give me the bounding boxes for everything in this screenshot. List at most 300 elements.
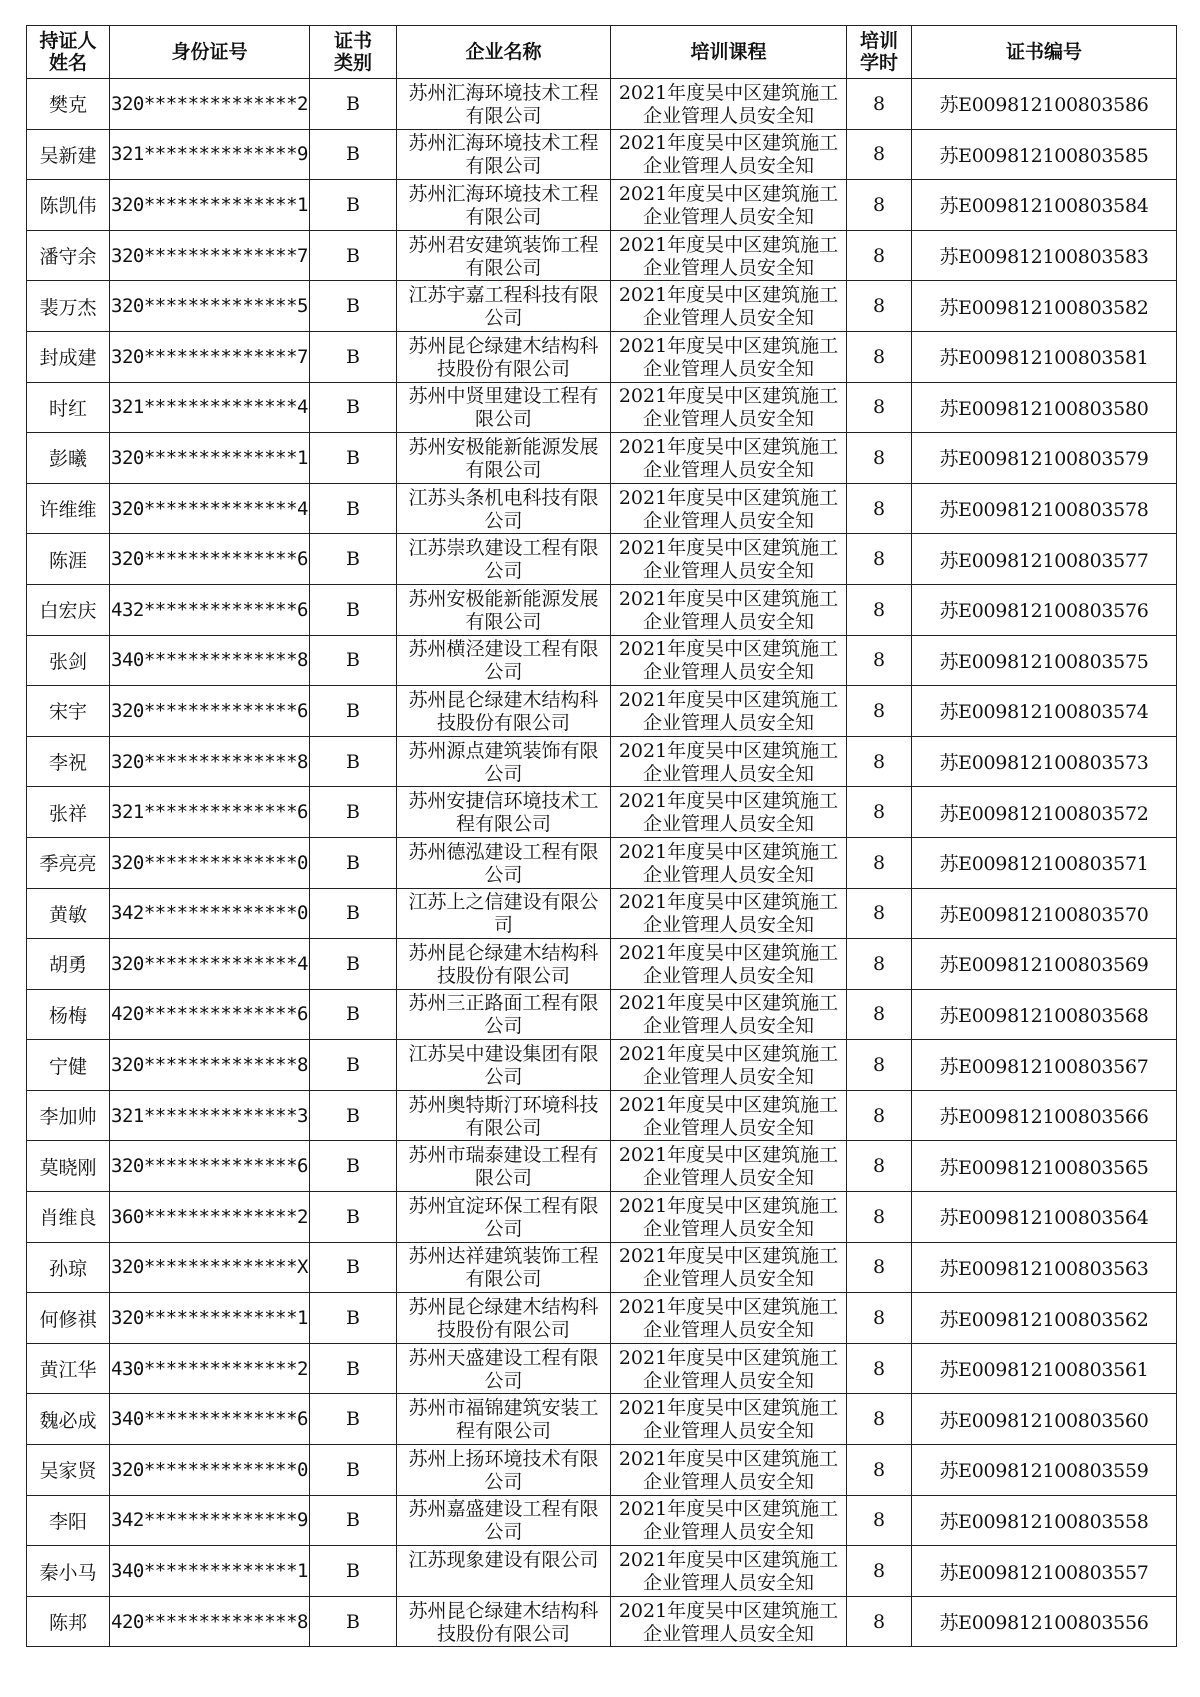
holder-name-cell [27,281,110,332]
holder-name-cell [27,1343,110,1394]
hours-cell-text: 8 [872,1205,886,1228]
course-cell [611,1343,847,1394]
course-cell [611,635,847,686]
holder-name-cell [27,1495,110,1546]
company-cell [397,483,611,534]
course-cell-text: 2021年度吴中区建筑施工企业管理人员安全知 [618,1245,839,1291]
course-cell-text: 2021年度吴中区建筑施工企业管理人员安全知 [618,638,839,684]
cert-number-cell [912,1596,1177,1647]
hours-cell-text: 8 [872,1003,886,1026]
course-cell-text: 2021年度吴中区建筑施工企业管理人员安全知 [618,81,839,127]
hours-cell [847,635,912,686]
cert-type-cell-text: B [346,1458,360,1481]
hours-cell [847,1445,912,1496]
company-cell [397,939,611,990]
holder-name-cell-text: 胡勇 [48,954,87,977]
certificate-table [26,25,1177,1647]
id-number-cell [110,1343,310,1394]
id-number-cell-text: 340**************1 [111,1560,308,1583]
cert-number-cell-text: 苏E009812100803566 [939,1106,1149,1129]
table-row [27,989,1177,1040]
holder-name-cell [27,584,110,635]
id-number-cell-text: 320**************6 [111,699,308,722]
cert-type-cell [310,1343,397,1394]
id-number-cell [110,736,310,787]
course-cell-text: 2021年度吴中区建筑施工企业管理人员安全知 [618,233,839,279]
company-cell-text: 江苏吴中建设集团有限公司 [408,1043,599,1089]
hours-cell [847,129,912,180]
holder-name-cell [27,1192,110,1243]
table-body [27,79,1177,1647]
cert-type-cell-text: B [346,1610,360,1633]
hours-cell-text: 8 [872,143,886,166]
id-number-cell [110,331,310,382]
id-number-cell-text: 321**************4 [111,396,308,419]
table-row [27,230,1177,281]
course-cell-text: 2021年度吴中区建筑施工企业管理人员安全知 [618,182,839,228]
cert-number-cell-text: 苏E009812100803557 [939,1561,1149,1584]
cert-type-cell-text: B [346,446,360,469]
holder-name-cell-text: 莫晓刚 [39,1156,97,1179]
cert-type-cell-text: B [346,952,360,975]
table-row [27,686,1177,737]
cert-type-cell-text: B [346,699,360,722]
cert-type-cell-text: B [346,548,360,571]
course-cell-text: 2021年度吴中区建筑施工企业管理人员安全知 [618,1093,839,1139]
holder-name-cell [27,180,110,231]
holder-name-cell-text: 黄敏 [48,903,87,926]
cert-type-cell-text: B [346,396,360,419]
cert-type-cell-text: B [346,1560,360,1583]
cert-type-cell [310,534,397,585]
course-cell [611,180,847,231]
course-cell-text: 2021年度吴中区建筑施工企业管理人员安全知 [618,587,839,633]
cert-type-cell-text: B [346,295,360,318]
cert-number-cell-text: 苏E009812100803580 [939,397,1149,420]
course-cell [611,382,847,433]
header-course-text: 培训课程 [690,41,767,63]
cert-type-cell [310,888,397,939]
cert-type-cell [310,1596,397,1647]
table-row [27,1343,1177,1394]
hours-cell [847,584,912,635]
id-number-cell [110,230,310,281]
holder-name-cell [27,787,110,838]
course-cell [611,736,847,787]
hours-cell-text: 8 [872,244,886,267]
holder-name-cell-text: 李祝 [48,752,87,775]
id-number-cell-text: 432**************6 [111,598,308,621]
id-number-cell-text: 320**************2 [111,92,308,115]
table-row [27,1596,1177,1647]
company-cell [397,1141,611,1192]
hours-cell [847,1293,912,1344]
course-cell-text: 2021年度吴中区建筑施工企业管理人员安全知 [618,941,839,987]
cert-number-cell-text: 苏E009812100803556 [939,1612,1149,1635]
id-number-cell-text: 320**************1 [111,1307,308,1330]
company-cell [397,584,611,635]
hours-cell [847,736,912,787]
cert-number-cell-text: 苏E009812100803584 [939,195,1149,218]
id-number-cell-text: 320**************1 [111,193,308,216]
course-cell-text: 2021年度吴中区建筑施工企业管理人员安全知 [618,334,839,380]
holder-name-cell-text: 季亮亮 [39,853,97,876]
course-cell [611,1596,847,1647]
holder-name-cell [27,1040,110,1091]
cert-number-cell [912,1445,1177,1496]
company-cell-text: 苏州宜淀环保工程有限公司 [408,1194,599,1240]
hours-cell-text: 8 [872,497,886,520]
course-cell-text: 2021年度吴中区建筑施工企业管理人员安全知 [618,1346,839,1392]
hours-cell [847,888,912,939]
hours-cell-text: 8 [872,1408,886,1431]
course-cell [611,1141,847,1192]
cert-type-cell-text: B [346,851,360,874]
company-cell-text: 苏州安捷信环境技术工程有限公司 [408,790,599,836]
company-cell-text: 苏州德泓建设工程有限公司 [408,840,599,886]
holder-name-cell-text: 张祥 [48,802,87,825]
hours-cell [847,433,912,484]
course-cell [611,1090,847,1141]
cert-type-cell [310,1242,397,1293]
cert-type-cell-text: B [346,1307,360,1330]
cert-number-cell-text: 苏E009812100803571 [939,853,1149,876]
company-cell-text: 苏州市瑞泰建设工程有限公司 [408,1144,599,1190]
cert-type-cell-text: B [346,497,360,520]
cert-type-cell-text: B [346,143,360,166]
id-number-cell [110,1192,310,1243]
hours-cell-text: 8 [872,1509,886,1532]
cert-number-cell-text: 苏E009812100803569 [939,954,1149,977]
cert-number-cell [912,939,1177,990]
holder-name-cell-text: 吴家贤 [39,1460,97,1483]
hours-cell-text: 8 [872,1357,886,1380]
holder-name-cell [27,939,110,990]
holder-name-cell [27,129,110,180]
cert-number-cell [912,584,1177,635]
company-cell [397,180,611,231]
company-cell-text: 江苏宇嘉工程科技有限公司 [408,284,599,330]
company-cell [397,686,611,737]
company-cell [397,1546,611,1597]
company-cell [397,534,611,585]
company-cell [397,382,611,433]
course-cell-text: 2021年度吴中区建筑施工企业管理人员安全知 [618,537,839,583]
holder-name-cell [27,888,110,939]
id-number-cell [110,989,310,1040]
cert-number-cell-text: 苏E009812100803562 [939,1308,1149,1331]
course-cell-text: 2021年度吴中区建筑施工企业管理人员安全知 [618,992,839,1038]
company-cell-text: 苏州汇海环境技术工程有限公司 [408,81,599,127]
hours-cell [847,1090,912,1141]
cert-number-cell-text: 苏E009812100803579 [939,448,1149,471]
cert-number-cell-text: 苏E009812100803585 [939,144,1149,167]
course-cell [611,281,847,332]
table-row [27,584,1177,635]
cert-type-cell [310,1445,397,1496]
company-cell-text: 苏州中贤里建设工程有限公司 [408,385,599,431]
cert-number-cell-text: 苏E009812100803577 [939,549,1149,572]
cert-number-cell-text: 苏E009812100803570 [939,903,1149,926]
company-cell [397,1192,611,1243]
holder-name-cell [27,989,110,1040]
cert-type-cell-text: B [346,193,360,216]
course-cell [611,1546,847,1597]
holder-name-cell [27,433,110,484]
cert-number-cell [912,382,1177,433]
cert-type-cell [310,1495,397,1546]
id-number-cell-text: 420**************6 [111,1003,308,1026]
company-cell-text: 江苏头条机电科技有限公司 [408,486,599,532]
cert-number-cell-text: 苏E009812100803561 [939,1359,1149,1382]
hours-cell [847,837,912,888]
cert-type-cell-text: B [346,1054,360,1077]
id-number-cell [110,635,310,686]
cert-type-cell [310,281,397,332]
id-number-cell [110,534,310,585]
company-cell [397,1394,611,1445]
table-row [27,534,1177,585]
cert-number-cell [912,888,1177,939]
cert-number-cell [912,787,1177,838]
cert-number-cell [912,483,1177,534]
id-number-cell [110,1596,310,1647]
company-cell-text: 苏州横泾建设工程有限公司 [408,638,599,684]
cert-number-cell [912,686,1177,737]
company-cell [397,989,611,1040]
hours-cell-text: 8 [872,396,886,419]
course-cell-text: 2021年度吴中区建筑施工企业管理人员安全知 [618,1397,839,1443]
holder-name-cell-text: 陈涯 [48,549,87,572]
course-cell [611,1192,847,1243]
company-cell [397,736,611,787]
cert-number-cell-text: 苏E009812100803573 [939,752,1149,775]
holder-name-cell-text: 张剑 [48,650,87,673]
hours-cell-text: 8 [872,345,886,368]
cert-number-cell-text: 苏E009812100803567 [939,1055,1149,1078]
company-cell [397,888,611,939]
cert-type-cell [310,635,397,686]
id-number-cell-text: 320**************1 [111,446,308,469]
hours-cell-text: 8 [872,1560,886,1583]
hours-cell-text: 8 [872,1610,886,1633]
course-cell-text: 2021年度吴中区建筑施工企业管理人员安全知 [618,486,839,532]
course-cell [611,584,847,635]
cert-number-cell [912,281,1177,332]
course-cell [611,331,847,382]
company-cell [397,1596,611,1647]
company-cell [397,79,611,130]
company-cell-text: 苏州汇海环境技术工程有限公司 [408,182,599,228]
company-cell [397,1242,611,1293]
hours-cell [847,1040,912,1091]
company-cell-text: 苏州三正路面工程有限公司 [408,992,599,1038]
id-number-cell-text: 340**************8 [111,649,308,672]
id-number-cell-text: 320**************0 [111,851,308,874]
company-cell [397,635,611,686]
hours-cell-text: 8 [872,295,886,318]
id-number-cell-text: 320**************6 [111,548,308,571]
id-number-cell-text: 320**************7 [111,244,308,267]
hours-cell [847,382,912,433]
holder-name-cell-text: 李加帅 [39,1106,97,1129]
company-cell [397,230,611,281]
cert-type-cell [310,483,397,534]
company-cell-text: 苏州昆仑绿建木结构科技股份有限公司 [408,1599,599,1645]
cert-type-cell [310,79,397,130]
cert-type-cell-text: B [346,1003,360,1026]
holder-name-cell [27,1090,110,1141]
holder-name-cell [27,1394,110,1445]
id-number-cell-text: 340**************6 [111,1408,308,1431]
id-number-cell [110,483,310,534]
id-number-cell-text: 342**************0 [111,902,308,925]
cert-number-cell-text: 苏E009812100803564 [939,1207,1149,1230]
header-holder-name-text: 持证人 姓名 [39,30,97,74]
cert-number-cell-text: 苏E009812100803582 [939,296,1149,319]
cert-type-cell [310,1040,397,1091]
cert-type-cell [310,331,397,382]
cert-number-cell [912,1040,1177,1091]
hours-cell-text: 8 [872,1307,886,1330]
hours-cell-text: 8 [872,92,886,115]
cert-type-cell [310,939,397,990]
table-header [27,26,1177,79]
holder-name-cell-text: 陈凯伟 [39,195,97,218]
cert-number-cell [912,180,1177,231]
table-row [27,382,1177,433]
course-cell-text: 2021年度吴中区建筑施工企业管理人员安全知 [618,284,839,330]
header-id-number [110,26,310,79]
header-cert-number [912,26,1177,79]
hours-cell [847,281,912,332]
hours-cell [847,989,912,1040]
table-row [27,331,1177,382]
hours-cell [847,1394,912,1445]
holder-name-cell-text: 许维维 [39,499,97,522]
hours-cell [847,1596,912,1647]
hours-cell-text: 8 [872,1458,886,1481]
id-number-cell [110,837,310,888]
course-cell [611,79,847,130]
company-cell [397,129,611,180]
course-cell-text: 2021年度吴中区建筑施工企业管理人员安全知 [618,739,839,785]
hours-cell-text: 8 [872,1155,886,1178]
holder-name-cell-text: 裴万杰 [39,296,97,319]
course-cell-text: 2021年度吴中区建筑施工企业管理人员安全知 [618,1194,839,1240]
course-cell [611,230,847,281]
hours-cell [847,939,912,990]
cert-number-cell-text: 苏E009812100803559 [939,1460,1149,1483]
holder-name-cell-text: 宋宇 [48,701,87,724]
company-cell-text: 苏州市福锦建筑安装工程有限公司 [408,1397,599,1443]
holder-name-cell-text: 李阳 [48,1510,87,1533]
cert-number-cell [912,1090,1177,1141]
company-cell-text: 苏州天盛建设工程有限公司 [408,1346,599,1392]
holder-name-cell-text: 孙琼 [48,1257,87,1280]
cert-type-cell [310,736,397,787]
table-row [27,483,1177,534]
id-number-cell-text: 320**************X [111,1256,308,1279]
hours-cell [847,1192,912,1243]
company-cell [397,331,611,382]
id-number-cell [110,787,310,838]
holder-name-cell [27,331,110,382]
table-row [27,1141,1177,1192]
id-number-cell-text: 320**************7 [111,345,308,368]
company-cell-text: 苏州昆仑绿建木结构科技股份有限公司 [408,1296,599,1342]
id-number-cell [110,1040,310,1091]
cert-type-cell [310,837,397,888]
cert-number-cell-text: 苏E009812100803583 [939,246,1149,269]
cert-number-cell-text: 苏E009812100803563 [939,1257,1149,1280]
id-number-cell-text: 320**************5 [111,295,308,318]
hours-cell-text: 8 [872,598,886,621]
course-cell [611,1040,847,1091]
company-cell-text: 江苏现象建设有限公司 [408,1549,599,1572]
id-number-cell [110,129,310,180]
cert-type-cell-text: B [346,1155,360,1178]
table-row [27,281,1177,332]
header-row [27,26,1177,79]
holder-name-cell [27,837,110,888]
cert-type-cell [310,1293,397,1344]
header-cert-type-text: 证书 类别 [333,30,372,74]
table-row [27,1445,1177,1496]
table-row [27,1293,1177,1344]
holder-name-cell [27,1242,110,1293]
cert-type-cell-text: B [346,244,360,267]
cert-number-cell [912,1293,1177,1344]
id-number-cell [110,1495,310,1546]
cert-type-cell [310,1192,397,1243]
cert-number-cell-text: 苏E009812100803586 [939,94,1149,117]
holder-name-cell-text: 魏必成 [39,1409,97,1432]
course-cell [611,433,847,484]
table-row [27,787,1177,838]
course-cell [611,1394,847,1445]
id-number-cell-text: 320**************8 [111,1054,308,1077]
hours-cell [847,483,912,534]
course-cell [611,534,847,585]
id-number-cell [110,584,310,635]
course-cell [611,1293,847,1344]
id-number-cell [110,1445,310,1496]
cert-type-cell-text: B [346,1357,360,1380]
course-cell-text: 2021年度吴中区建筑施工企业管理人员安全知 [618,790,839,836]
cert-number-cell [912,129,1177,180]
cert-number-cell-text: 苏E009812100803558 [939,1510,1149,1533]
company-cell-text: 苏州嘉盛建设工程有限公司 [408,1498,599,1544]
holder-name-cell-text: 时红 [48,397,87,420]
hours-cell-text: 8 [872,952,886,975]
cert-number-cell-text: 苏E009812100803581 [939,347,1149,370]
course-cell-text: 2021年度吴中区建筑施工企业管理人员安全知 [618,1549,839,1595]
company-cell-text: 苏州昆仑绿建木结构科技股份有限公司 [408,688,599,734]
table-row [27,79,1177,130]
cert-type-cell-text: B [346,801,360,824]
course-cell-text: 2021年度吴中区建筑施工企业管理人员安全知 [618,1599,839,1645]
holder-name-cell-text: 陈邦 [48,1612,87,1635]
cert-type-cell [310,989,397,1040]
company-cell-text: 苏州汇海环境技术工程有限公司 [408,132,599,178]
holder-name-cell [27,1546,110,1597]
id-number-cell-text: 360**************2 [111,1205,308,1228]
course-cell-text: 2021年度吴中区建筑施工企业管理人员安全知 [618,1447,839,1493]
header-course [611,26,847,79]
table-row [27,1495,1177,1546]
holder-name-cell-text: 宁健 [48,1055,87,1078]
